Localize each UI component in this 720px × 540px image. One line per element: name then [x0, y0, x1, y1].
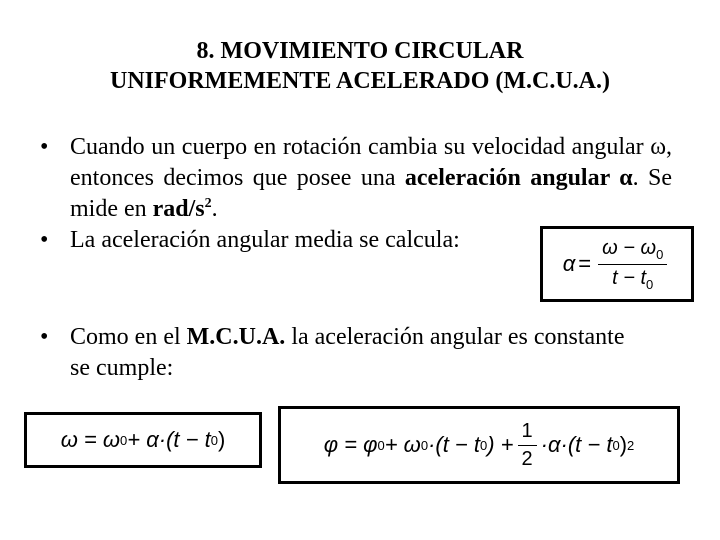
formula-phi-frac-den: 2: [521, 447, 533, 470]
formula-phi-part2: + ω: [384, 432, 421, 457]
bullet-marker: •: [40, 134, 49, 160]
bullet-item-3: [40, 322, 640, 384]
slide-title-line2: UNIFORMEMENTE ACELERADO (M.C.U.A.): [110, 68, 610, 94]
bullet-3-text-b: la aceleración angular es constante se cumple:: [70, 324, 625, 381]
formula-box-angular-position: [278, 406, 680, 484]
formula-phi-sub2: 0: [480, 437, 488, 453]
bullet-1-unit-exponent: 2: [204, 196, 212, 211]
bullet-1-text-c: .: [211, 196, 218, 222]
formula-omega-lhs: ω = ω: [60, 427, 121, 452]
formula-omega-sub1: 0: [210, 432, 218, 448]
formula-alpha-denominator: [608, 265, 657, 292]
bullet-item-1: [40, 132, 672, 225]
formula-alpha-fraction: [598, 237, 667, 292]
formula-alpha-numerator: [598, 237, 667, 265]
formula-omega-rest: + α·(t − t: [127, 427, 211, 452]
formula-phi-exponent: 2: [627, 437, 635, 453]
formula-omega-sub0: 0: [120, 432, 128, 448]
bullet-1-text-a: Cuando un cuerpo en rotación cambia su velocidad angular ω, entonces decimos que posee una: [70, 134, 672, 191]
formula-box-angular-velocity: [24, 412, 262, 468]
slide-title-line1: 8. MOVIMIENTO CIRCULAR: [196, 38, 524, 64]
bullet-1-bold-a: aceleración angular α: [404, 165, 633, 191]
formula-alpha-lhs: α: [562, 251, 576, 276]
formula-phi-frac-num: 1: [518, 420, 537, 446]
bullet-marker: •: [40, 227, 49, 253]
formula-alpha-num-sub: 0: [656, 246, 664, 262]
formula-omega-close: ): [217, 427, 226, 452]
formula-alpha-num-text: ω − ω: [602, 236, 657, 259]
bullet-1-bold-b: [153, 196, 212, 222]
bullet-marker: •: [40, 324, 49, 350]
bullet-1-unit: rad/s: [152, 196, 205, 222]
slide-title: [0, 36, 720, 96]
formula-phi-fraction: [518, 420, 537, 471]
formula-box-angular-acceleration: [540, 226, 694, 302]
formula-phi-sub3: 0: [612, 437, 620, 453]
bullet-2-text: La aceleración angular media se calcula:: [70, 227, 460, 253]
formula-phi-part5: ·α·(t − t: [540, 432, 613, 457]
bullet-item-3-wrapper: [40, 322, 640, 384]
formula-phi-sub1: 0: [420, 437, 429, 453]
bullet-3-bold: M.C.U.A.: [186, 324, 286, 350]
bullet-1-text-b: . Se mide en: [70, 165, 673, 222]
formula-alpha-equals: =: [578, 251, 592, 276]
formula-phi-part6: ): [619, 432, 628, 457]
bullet-3-text-a: Como en el: [70, 324, 187, 350]
formula-phi-part3: ·(t − t: [428, 432, 480, 457]
formula-phi-lhs: φ = φ: [323, 432, 378, 457]
formula-phi-sub0: 0: [377, 437, 385, 453]
formula-alpha-den-sub: 0: [646, 276, 654, 292]
formula-phi-part4: ) +: [487, 432, 514, 457]
formula-alpha-den-text: t − t: [612, 266, 647, 289]
